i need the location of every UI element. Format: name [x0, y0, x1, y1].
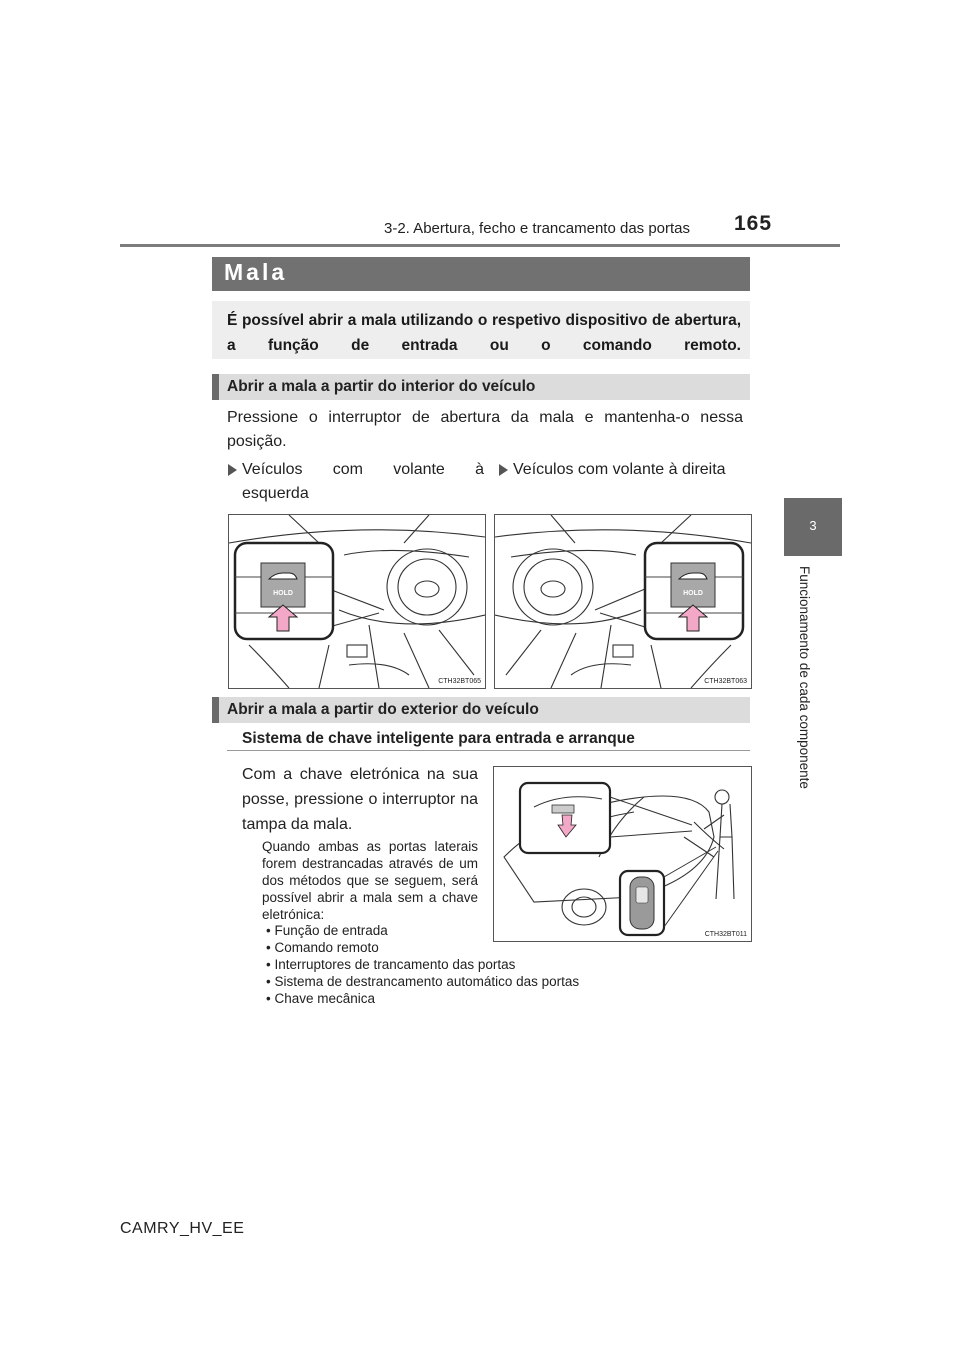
figure-code: CTH32BT011 [704, 931, 747, 938]
exterior-heading: Abrir a mala a partir do exterior do veículo [227, 701, 539, 718]
section-title: Mala [224, 259, 288, 285]
hold-button-label-rhd: HOLD [683, 590, 703, 597]
lhd-dashboard-illustration [229, 515, 485, 688]
interior-heading: Abrir a mala a partir do interior do veículo [227, 378, 536, 395]
exterior-text: Com a chave eletrónica na sua posse, pressione o interruptor na tampa da mala. [242, 766, 478, 833]
list-item: • Comando remoto [266, 940, 379, 955]
figure-lhd-dashboard [228, 514, 486, 689]
rhd-label: Veículos com volante à direita [513, 461, 726, 478]
list-item: • Chave mecânica [266, 991, 376, 1006]
trunk-exterior-illustration [494, 767, 751, 941]
section-title-bar [212, 257, 750, 291]
chapter-title: 3-2. Abertura, fecho e trancamento das portas [384, 220, 691, 237]
subheading-rule [227, 750, 750, 751]
chapter-tab-number: 3 [809, 518, 817, 533]
chapter-tab-label: Funcionamento de cada componente [797, 566, 812, 789]
figure-code: CTH32BT063 [704, 678, 747, 685]
hold-button-label-lhd: HOLD [273, 590, 293, 597]
bullet-triangle-icon [228, 464, 237, 476]
figure-code: CTH32BT065 [438, 678, 481, 685]
intro-text: É possível abrir a mala utilizando o respetivo dispositivo de abertura, a função de entrada ou o comando remoto. [227, 312, 741, 354]
bullet-triangle-icon [499, 464, 508, 476]
lhd-label-line1: Veículos com volante à [242, 461, 484, 478]
figure-trunk-exterior [493, 766, 752, 942]
exterior-heading-accent [212, 697, 219, 723]
interior-heading-accent [212, 374, 219, 400]
interior-text: Pressione o interruptor de abertura da mala e mantenha-o nessa posição. [227, 409, 743, 450]
figure-rhd-dashboard [494, 514, 752, 689]
page-number: 165 [734, 212, 773, 235]
rhd-dashboard-illustration [495, 515, 751, 688]
list-item: • Função de entrada [266, 923, 388, 938]
lhd-label-line2: esquerda [242, 485, 309, 502]
smart-key-subheading: Sistema de chave inteligente para entrada e arranque [242, 730, 635, 747]
list-item: • Sistema de destrancamento automático das portas [266, 974, 580, 989]
header-rule [120, 244, 840, 247]
model-code: CAMRY_HV_EE [120, 1220, 245, 1237]
list-item: • Interruptores de trancamento das portas [266, 957, 516, 972]
exterior-note: Quando ambas as portas laterais forem destrancadas através de um dos métodos que se seguem, será possível abrir a mala sem a chave eletrónica: [262, 839, 478, 922]
